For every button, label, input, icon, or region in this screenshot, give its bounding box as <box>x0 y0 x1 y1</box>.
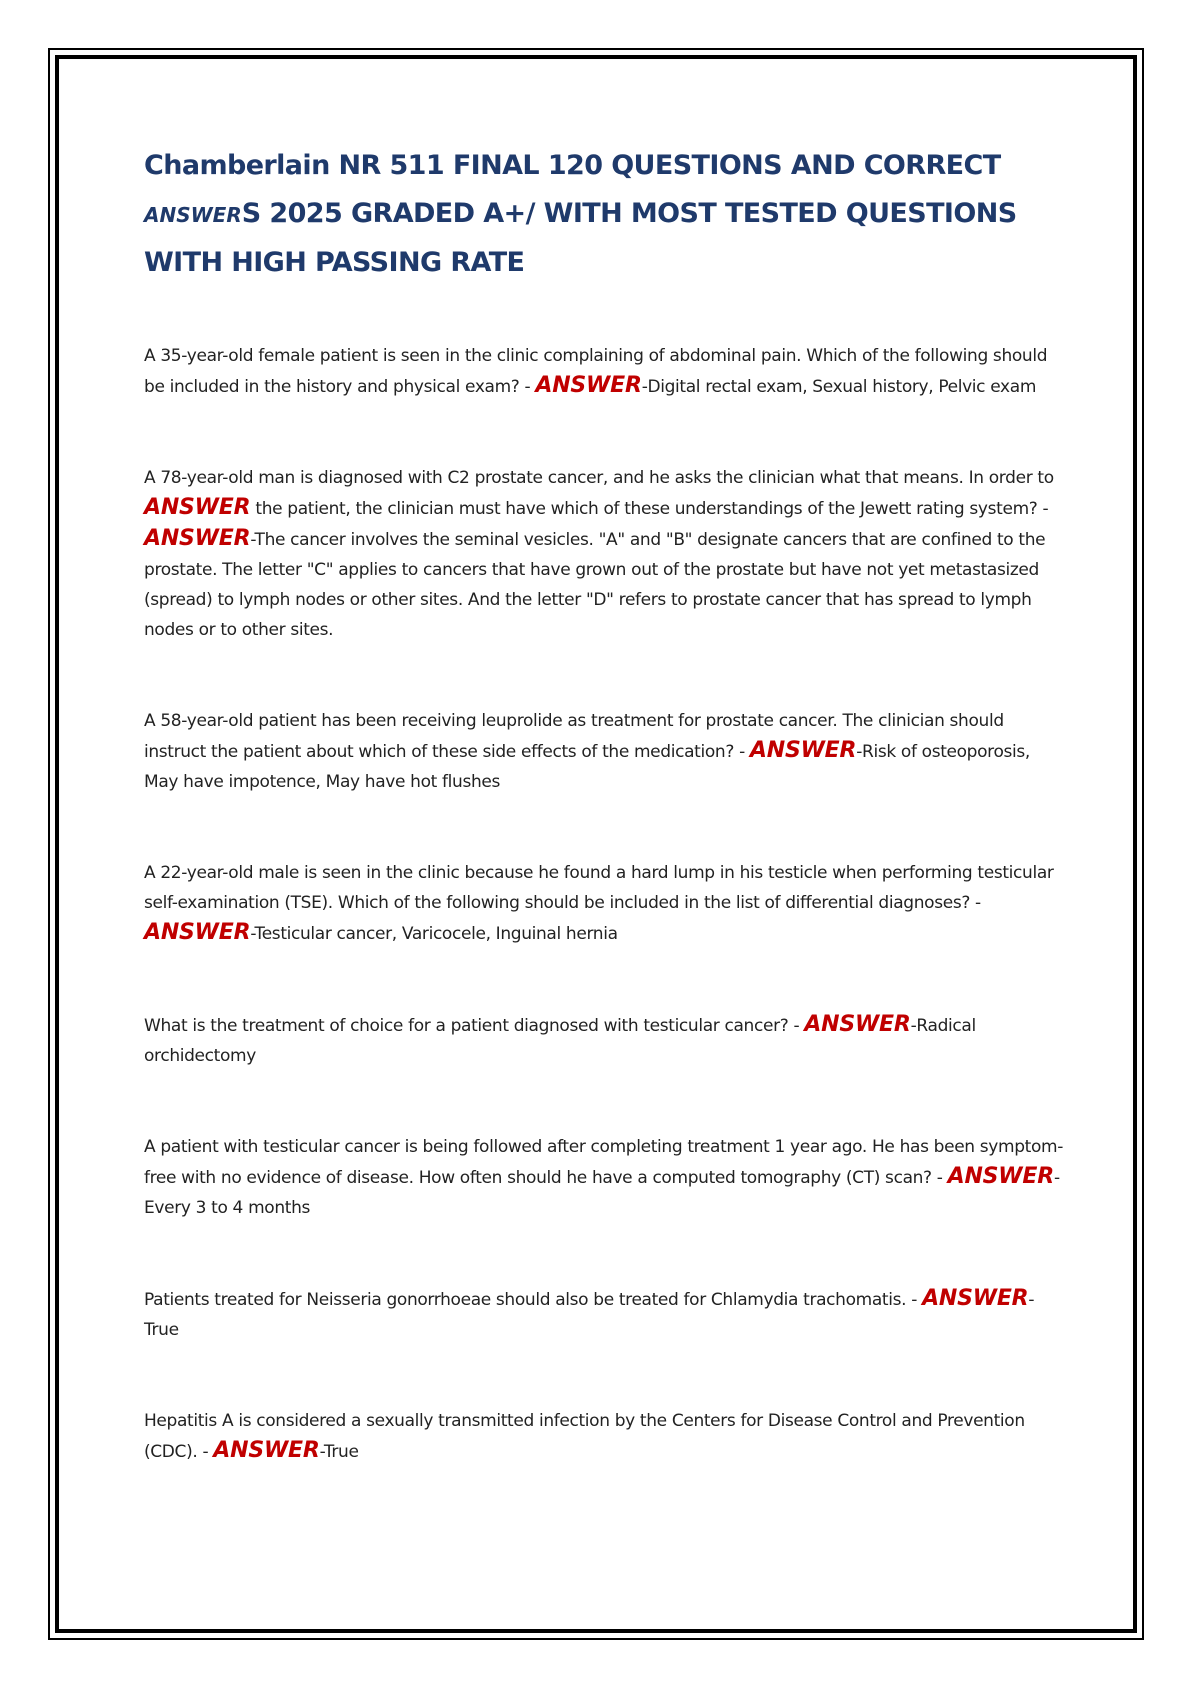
question-text: A 22-year-old male is seen in the clinic because he found a hard lump in his testicle when performing testicular self-examination (TSE). Which of the following should be included in the list of differential diagnoses? - <box>144 863 1054 913</box>
question-text: A 58-year-old patient has been receiving leuprolide as treatment for prostate cancer. The clinician should instruct the patient about which of these side effects of the medication? - <box>144 711 1004 762</box>
question-text-cont: the patient, the clinician must have which of these understandings of the Jewett rating system? - <box>250 499 1049 519</box>
document-title <box>144 142 1064 287</box>
question-text: What is the treatment of choice for a patient diagnosed with testicular cancer? - <box>144 1016 805 1036</box>
qa-item-5 <box>144 1010 1064 1071</box>
qa-item-6 <box>144 1132 1064 1223</box>
answer-text: -Radical orchidectomy <box>144 1016 976 1066</box>
title-line-a: Chamberlain NR 511 FINAL 120 QUESTIONS AND CORRECT <box>144 150 1001 181</box>
answer-label: ANSWER <box>804 1012 911 1037</box>
question-text: Patients treated for Neisseria gonorrhoeae should also be treated for Chlamydia trachomatis. - <box>144 1290 923 1310</box>
qa-item-8 <box>144 1406 1064 1467</box>
answer-text: -True <box>144 1290 1035 1340</box>
qa-item-4 <box>144 858 1064 949</box>
document-body <box>144 142 1064 1528</box>
qa-item-7 <box>144 1284 1064 1345</box>
answer-label: ANSWER <box>947 1164 1054 1189</box>
question-text: A 78-year-old man is diagnosed with C2 prostate cancer, and he asks the clinician what that means. In order to <box>144 468 1054 488</box>
answer-text: -Every 3 to 4 months <box>144 1168 1060 1218</box>
answer-label: ANSWER <box>213 1438 320 1463</box>
question-text: A patient with testicular cancer is being followed after completing treatment 1 year ago. He has been symptom-free with no evidence of disease. How often should he have a computed tomography (CT) scan? - <box>144 1137 1064 1188</box>
answer-label: ANSWER <box>144 526 251 551</box>
answer-label: ANSWER <box>749 738 857 763</box>
answer-text: -The cancer involves the seminal vesicles. "A" and "B" designate cancers that are confined to the prostate. The letter "C" applies to cancers that have grown out of the prostate but have not yet metastasized (spread) to lymph nodes or other sites. And the letter "D" refers to prostate cancer that has spread to lymph nodes or to other sites. <box>144 530 1046 640</box>
answer-text: -Testicular cancer, Varicocele, Inguinal hernia <box>250 924 618 944</box>
question-text: A 35-year-old female patient is seen in the clinic complaining of abdominal pain. Which of the following should be included in the history and physical exam? - <box>144 346 1048 397</box>
question-text: Hepatitis A is considered a sexually transmitted infection by the Centers for Disease Control and Prevention (CDC). - <box>144 1411 1025 1462</box>
title-answer-word: ANSWER <box>144 203 242 227</box>
qa-item-2 <box>144 463 1064 645</box>
answer-text: -Digital rectal exam, Sexual history, Pelvic exam <box>641 377 1037 397</box>
qa-item-3 <box>144 706 1064 797</box>
answer-text: -True <box>319 1442 359 1462</box>
inline-answer-word: ANSWER <box>144 495 251 520</box>
answer-label: ANSWER <box>922 1286 1029 1311</box>
answer-label: ANSWER <box>144 920 251 945</box>
title-line-b: S 2025 GRADED A+/ WITH MOST TESTED QUESTIONS WITH HIGH PASSING RATE <box>144 198 1017 278</box>
answer-text: -Risk of osteoporosis, May have impotence, May have hot flushes <box>144 742 1030 792</box>
qa-item-1 <box>144 341 1064 402</box>
answer-label: ANSWER <box>535 373 642 398</box>
